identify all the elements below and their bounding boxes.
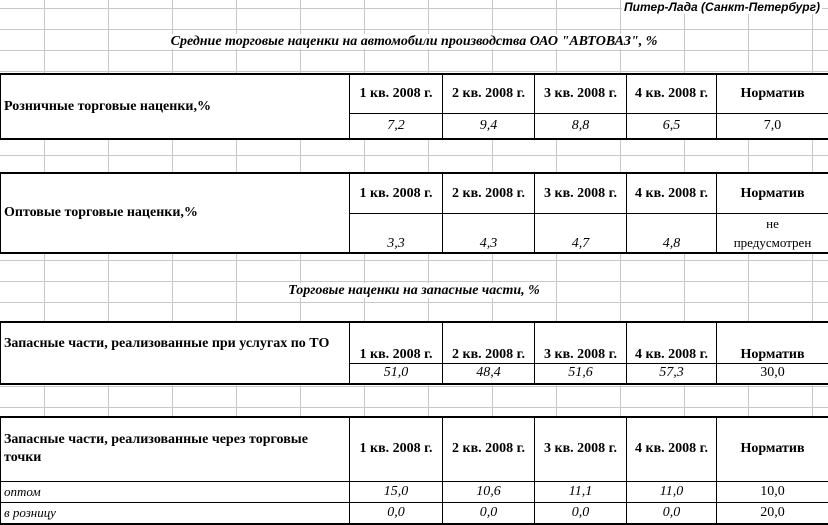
col-q2: 2 кв. 2008 г. bbox=[443, 418, 535, 482]
parts-points-label: Запасные части, реализованные через торговые точки bbox=[1, 418, 350, 482]
row-label-wholesale: оптом bbox=[1, 481, 350, 502]
retail-q4[interactable]: 6,5 bbox=[627, 114, 717, 139]
col-norm: Норматив bbox=[717, 418, 828, 482]
parts-wholesale-q2[interactable]: 10,6 bbox=[443, 481, 535, 502]
col-q3: 3 кв. 2008 г. bbox=[535, 323, 627, 364]
parts-service-q1[interactable]: 51,0 bbox=[350, 363, 443, 383]
col-q3: 3 кв. 2008 г. bbox=[535, 418, 627, 482]
parts-retail-q3[interactable]: 0,0 bbox=[535, 502, 627, 523]
cars-title bbox=[0, 34, 828, 50]
col-q1: 1 кв. 2008 г. bbox=[350, 174, 443, 214]
col-q4: 4 кв. 2008 г. bbox=[627, 323, 717, 364]
col-q4: 4 кв. 2008 г. bbox=[627, 75, 717, 114]
parts-wholesale-q3[interactable]: 11,1 bbox=[535, 481, 627, 502]
table-row bbox=[1, 502, 828, 523]
parts-wholesale-q1[interactable]: 15,0 bbox=[350, 481, 443, 502]
col-q3: 3 кв. 2008 г. bbox=[535, 174, 627, 214]
retail-label: Розничные торговые наценки,% bbox=[1, 75, 350, 139]
wholesale-norm[interactable] bbox=[717, 214, 828, 253]
company-name: Питер-Лада (Санкт-Петербург) bbox=[624, 0, 820, 14]
col-norm: Норматив bbox=[717, 75, 828, 114]
parts-title-text: Торговые наценки на запасные части, % bbox=[285, 283, 543, 298]
wholesale-norm-line1: не bbox=[766, 216, 779, 231]
col-q1: 1 кв. 2008 г. bbox=[350, 323, 443, 364]
col-norm: Норматив bbox=[717, 323, 828, 364]
col-q1: 1 кв. 2008 г. bbox=[350, 418, 443, 482]
parts-retail-q1[interactable]: 0,0 bbox=[350, 502, 443, 523]
col-q2: 2 кв. 2008 г. bbox=[443, 75, 535, 114]
parts-service-q2[interactable]: 48,4 bbox=[443, 363, 535, 383]
retail-table bbox=[0, 74, 828, 139]
row-label-retail: в розницу bbox=[1, 502, 350, 523]
wholesale-label: Оптовые торговые наценки,% bbox=[1, 174, 350, 253]
col-q4: 4 кв. 2008 г. bbox=[627, 418, 717, 482]
parts-wholesale-norm[interactable]: 10,0 bbox=[717, 481, 828, 502]
parts-wholesale-q4[interactable]: 11,0 bbox=[627, 481, 717, 502]
col-q3: 3 кв. 2008 г. bbox=[535, 75, 627, 114]
retail-q3[interactable]: 8,8 bbox=[535, 114, 627, 139]
parts-service-table bbox=[0, 322, 828, 384]
wholesale-q4[interactable]: 4,8 bbox=[627, 214, 717, 253]
wholesale-q3[interactable]: 4,7 bbox=[535, 214, 627, 253]
parts-retail-q4[interactable]: 0,0 bbox=[627, 502, 717, 523]
col-q1: 1 кв. 2008 г. bbox=[350, 75, 443, 114]
wholesale-q2[interactable]: 4,3 bbox=[443, 214, 535, 253]
retail-q1[interactable]: 7,2 bbox=[350, 114, 443, 139]
parts-title bbox=[0, 283, 828, 299]
cars-title-text: Средние торговые наценки на автомобили производства ОАО "АВТОВАЗ", % bbox=[168, 34, 661, 49]
parts-retail-q2[interactable]: 0,0 bbox=[443, 502, 535, 523]
retail-norm[interactable]: 7,0 bbox=[717, 114, 828, 139]
parts-service-q3[interactable]: 51,6 bbox=[535, 363, 627, 383]
retail-q2[interactable]: 9,4 bbox=[443, 114, 535, 139]
col-q2: 2 кв. 2008 г. bbox=[443, 174, 535, 214]
col-q2: 2 кв. 2008 г. bbox=[443, 323, 535, 364]
col-norm: Норматив bbox=[717, 174, 828, 214]
wholesale-norm-line2: предусмотрен bbox=[733, 235, 812, 250]
parts-service-q4[interactable]: 57,3 bbox=[627, 363, 717, 383]
wholesale-table bbox=[0, 173, 828, 253]
parts-retail-norm[interactable]: 20,0 bbox=[717, 502, 828, 523]
parts-service-norm[interactable]: 30,0 bbox=[717, 363, 828, 383]
parts-service-label: Запасные части, реализованные при услугах по ТО bbox=[1, 323, 350, 384]
parts-points-table bbox=[0, 417, 828, 524]
wholesale-q1[interactable]: 3,3 bbox=[350, 214, 443, 253]
table-row bbox=[1, 481, 828, 502]
col-q4: 4 кв. 2008 г. bbox=[627, 174, 717, 214]
